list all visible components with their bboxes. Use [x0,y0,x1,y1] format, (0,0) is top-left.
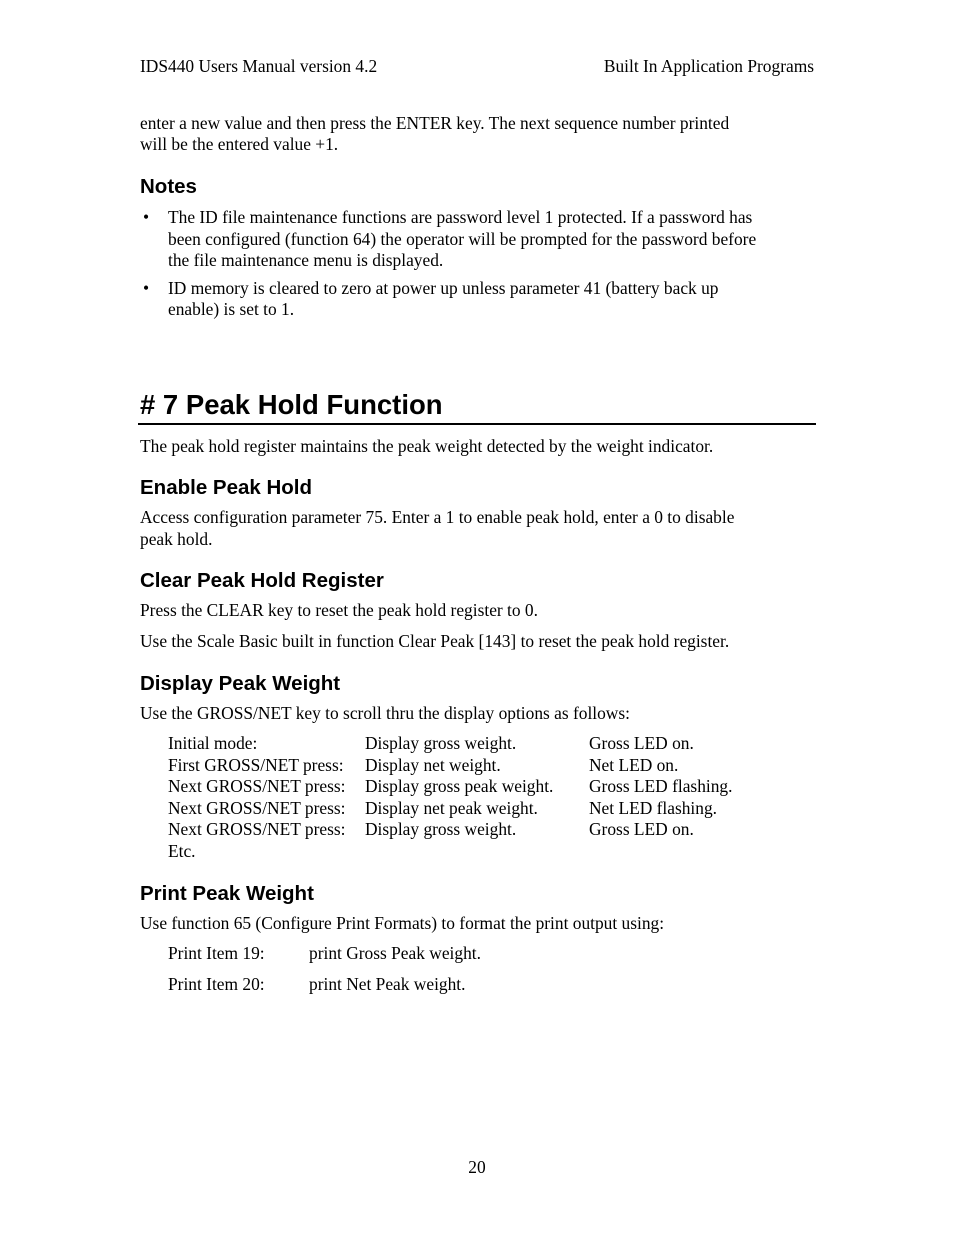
table-cell-action: Initial mode: [168,733,258,753]
clear-para-1: Press the CLEAR key to reset the peak hold register to 0. [140,600,538,620]
table-etc: Etc. [168,841,196,861]
table-cell-display: Display gross weight. [365,819,517,839]
table-cell-action: Next GROSS/NET press: [168,819,346,839]
intro-line-1: enter a new value and then press the ENTER key. The next sequence number printed [140,113,730,133]
bullet-icon: • [143,278,150,298]
table-cell-display: Display net peak weight. [365,798,538,818]
print-heading: Print Peak Weight [140,882,314,905]
table-cell-display: Display gross peak weight. [365,776,554,796]
enable-line-2: peak hold. [140,529,213,549]
enable-line-1: Access configuration parameter 75. Enter a 1 to enable peak hold, enter a 0 to disable [140,507,735,527]
print-item-desc: print Net Peak weight. [309,974,466,994]
bullet-icon: • [143,207,150,227]
page-number: 20 [468,1157,486,1177]
print-item-label: Print Item 19: [168,943,265,963]
intro-line-2: will be the entered value +1. [140,134,339,154]
clear-para-2: Use the Scale Basic built in function Clear Peak [143] to reset the peak hold register. [140,631,730,651]
table-cell-led: Net LED flashing. [589,798,717,818]
header-left: IDS440 Users Manual version 4.2 [140,56,378,76]
section-title-rule [138,423,816,425]
table-cell-action: Next GROSS/NET press: [168,798,346,818]
note-1-line-3: the file maintenance menu is displayed. [168,250,444,270]
print-item-label: Print Item 20: [168,974,265,994]
print-intro: Use function 65 (Configure Print Formats) to format the print output using: [140,913,665,933]
table-cell-led: Net LED on. [589,755,679,775]
header-right: Built In Application Programs [603,56,814,76]
display-intro: Use the GROSS/NET key to scroll thru the display options as follows: [140,703,630,723]
table-cell-led: Gross LED on. [589,819,694,839]
print-item-desc: print Gross Peak weight. [309,943,481,963]
table-cell-action: First GROSS/NET press: [168,755,344,775]
section-title: # 7 Peak Hold Function [140,389,443,420]
table-cell-action: Next GROSS/NET press: [168,776,346,796]
display-heading: Display Peak Weight [140,672,341,695]
note-1-line-2: been configured (function 64) the operator will be prompted for the password before [168,229,757,249]
note-2-line-1: ID memory is cleared to zero at power up unless parameter 41 (battery back up [168,278,719,298]
notes-heading: Notes [140,175,197,198]
table-cell-led: Gross LED flashing. [589,776,733,796]
note-2-line-2: enable) is set to 1. [168,299,295,319]
enable-heading: Enable Peak Hold [140,476,313,499]
table-cell-display: Display gross weight. [365,733,517,753]
table-cell-display: Display net weight. [365,755,501,775]
note-1-line-1: The ID file maintenance functions are password level 1 protected. If a password has [168,207,753,227]
table-cell-led: Gross LED on. [589,733,694,753]
clear-heading: Clear Peak Hold Register [140,569,384,592]
section-intro: The peak hold register maintains the peak weight detected by the weight indicator. [140,436,714,456]
